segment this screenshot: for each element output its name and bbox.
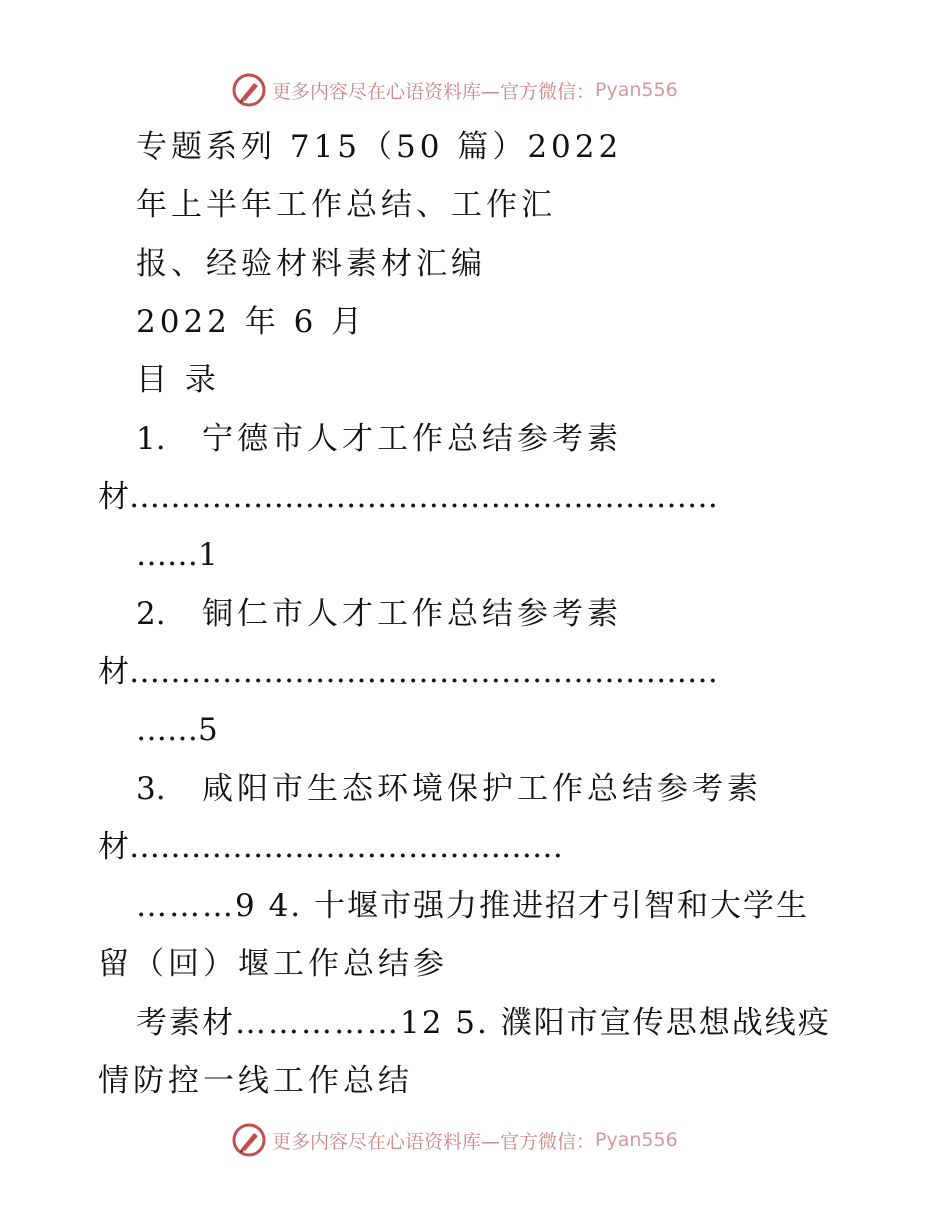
doc-title-line-1: 专题系列 715（50 篇）2022 (136, 129, 623, 165)
doc-title-line-3: 报、经验材料素材汇编 (136, 246, 486, 282)
watermark-header (232, 70, 678, 110)
watermark-text: 更多内容尽在心语资料库—官方微信： (272, 80, 596, 103)
toc-item-number: 2. (136, 596, 166, 632)
toc-heading: 目 录 (136, 362, 220, 398)
toc-item-number: 1. (136, 421, 166, 457)
toc-item-3-page: ………9 4. 十堰市强力推进招才引智和大学生 (136, 888, 810, 924)
doc-date: 2022 年 6 月 (136, 304, 367, 340)
watermark-wechat-id: Pyan556 (595, 79, 678, 101)
toc-item-1-page: ……1 (136, 537, 218, 573)
toc-text-line: 情防控一线工作总结 (98, 1063, 413, 1099)
toc-item-number: 3. (136, 771, 166, 807)
toc-text-line: 考素材……………12 5. 濮阳市宣传思想战线疫 (136, 1005, 831, 1041)
toc-item-title: 铜仁市人才工作总结参考素 (202, 596, 622, 632)
toc-item-2 (136, 594, 622, 634)
watermark-wechat-id: Pyan556 (595, 1129, 678, 1151)
toc-item-3 (136, 769, 762, 809)
watermark-text: 更多内容尽在心语资料库—官方微信： (272, 1130, 596, 1153)
toc-item-3-leader: 材…………………………………… (98, 829, 563, 865)
doc-title-line-2: 年上半年工作总结、工作汇 (136, 187, 556, 223)
toc-item-title: 宁德市人才工作总结参考素 (202, 421, 622, 457)
toc-item-title: 咸阳市生态环境保护工作总结参考素 (202, 771, 762, 807)
toc-text-line: 留（回）堰工作总结参 (98, 946, 448, 982)
pen-logo-icon (232, 73, 266, 107)
toc-item-2-leader: 材………………………………………………… (98, 654, 718, 690)
toc-item-1 (136, 419, 622, 459)
toc-item-2-page: ……5 (136, 712, 218, 748)
pen-logo-icon (232, 1123, 266, 1157)
watermark-footer (232, 1120, 678, 1160)
toc-item-1-leader: 材………………………………………………… (98, 479, 718, 515)
